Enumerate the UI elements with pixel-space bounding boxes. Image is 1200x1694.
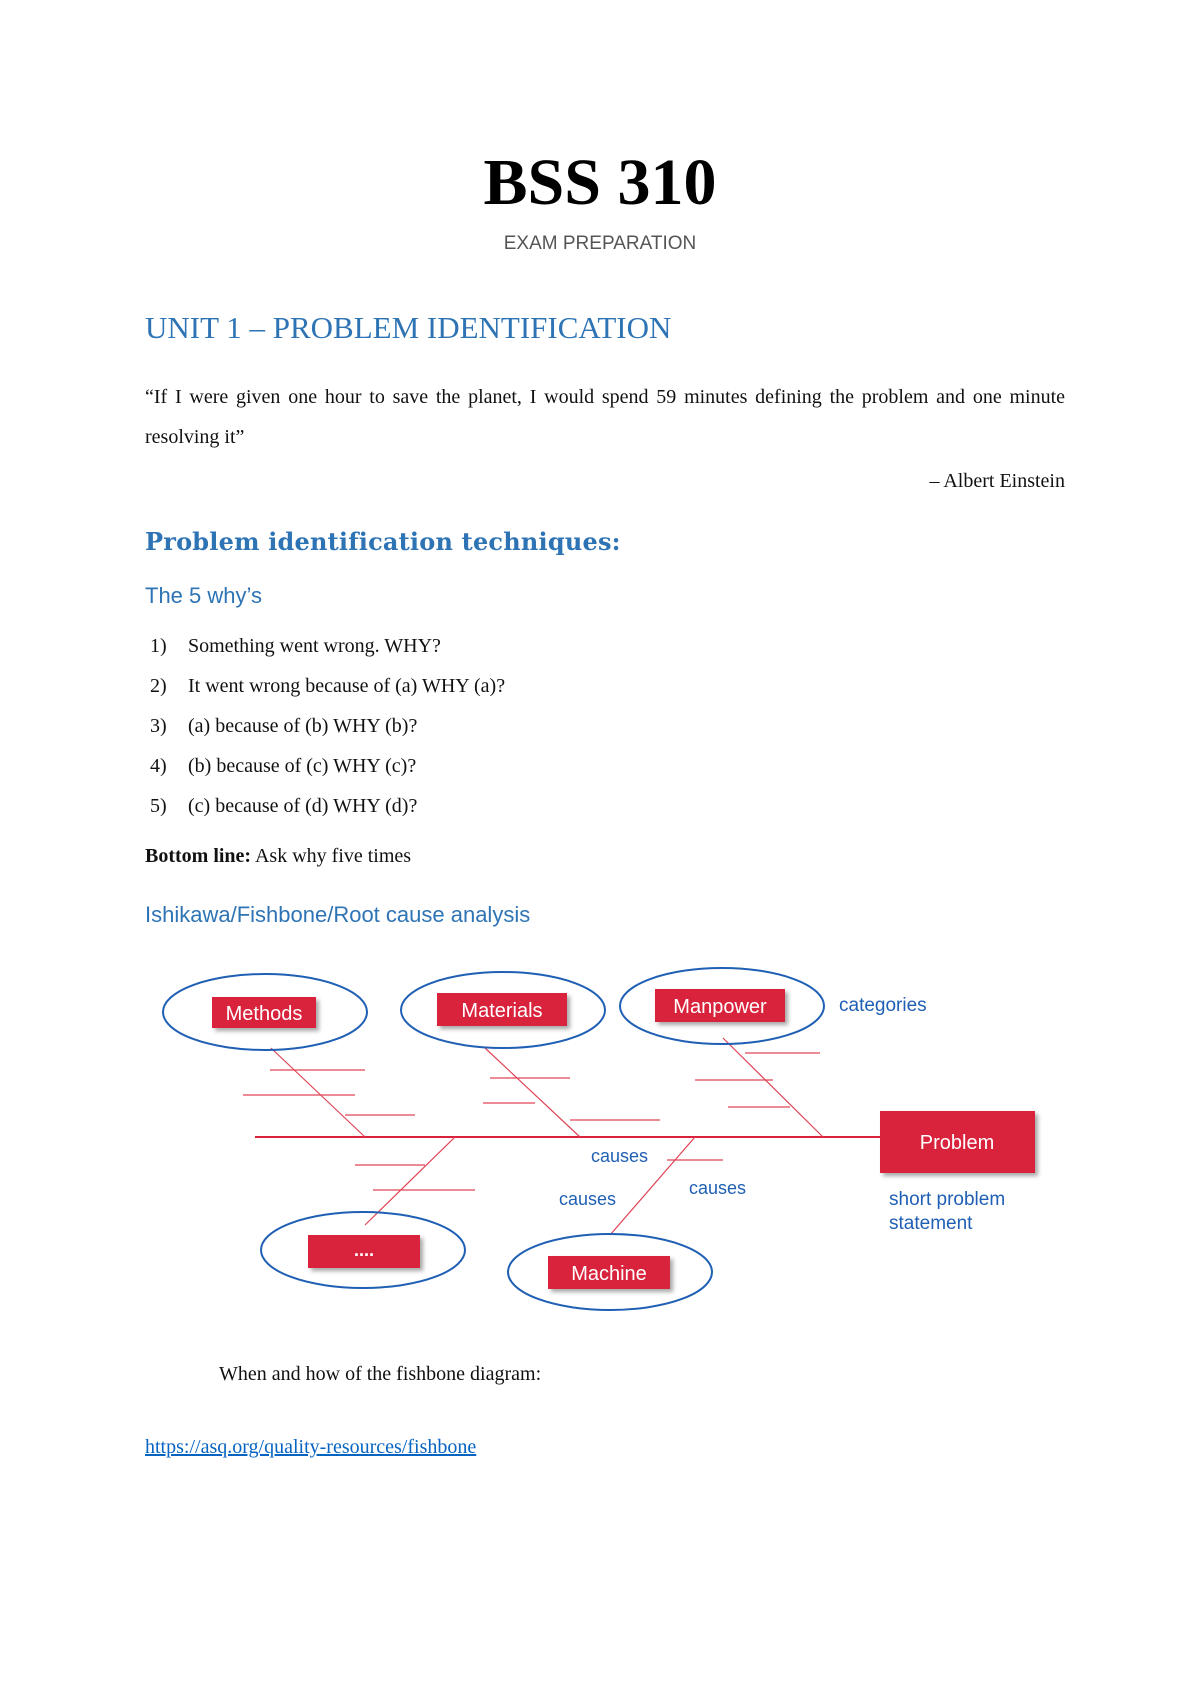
list-item: 5) (c) because of (d) WHY (d)?: [150, 795, 418, 817]
fishbone-bullet-note: [183, 1363, 541, 1386]
fishbone-heading: Ishikawa/Fishbone/Root cause analysis: [145, 902, 531, 927]
techniques-heading: Problem identification techniques:: [145, 527, 621, 556]
list-item: 4) (b) because of (c) WHY (c)?: [150, 755, 417, 777]
einstein-quote: “If I were given one hour to save the planet, I would spend 59 minutes defining the problem and one minute resolving it”: [145, 386, 1065, 448]
document-title: BSS 310: [483, 146, 717, 219]
causes-label: causes: [559, 1189, 617, 1209]
document-subtitle: EXAM PREPARATION: [503, 233, 697, 254]
category-label-more: ....: [353, 1240, 375, 1260]
bullet-text: When and how of the fishbone diagram:: [219, 1363, 542, 1385]
quote-author: – Albert Einstein: [929, 470, 1065, 492]
causes-label: causes: [591, 1146, 649, 1166]
problem-note-line2: statement: [889, 1213, 973, 1234]
fishbone-link[interactable]: https://asq.org/quality-resources/fishbone: [145, 1436, 477, 1458]
list-item: 3) (a) because of (b) WHY (b)?: [150, 715, 418, 737]
problem-label: Problem: [919, 1132, 995, 1154]
categories-label: categories: [839, 995, 927, 1016]
five-whys-list: [150, 626, 505, 826]
list-item: 2) It went wrong because of (a) WHY (a)?: [150, 675, 506, 697]
category-label-machine: Machine: [571, 1263, 647, 1285]
category-label-materials: Materials: [461, 1000, 543, 1022]
causes-label: causes: [689, 1178, 747, 1198]
five-whys-heading: The 5 why’s: [145, 583, 262, 608]
bottom-line: [145, 845, 411, 868]
fishbone-diagram: [155, 960, 1055, 1330]
unit-heading: UNIT 1 – PROBLEM IDENTIFICATION: [145, 310, 672, 345]
bottom-line-text: Ask why five times: [251, 845, 412, 867]
problem-note-line1: short problem: [889, 1189, 1006, 1210]
category-label-manpower: Manpower: [673, 996, 767, 1018]
list-item: 1) Something went wrong. WHY?: [150, 635, 441, 657]
bottom-line-label: Bottom line:: [145, 845, 252, 867]
category-label-methods: Methods: [225, 1003, 303, 1025]
